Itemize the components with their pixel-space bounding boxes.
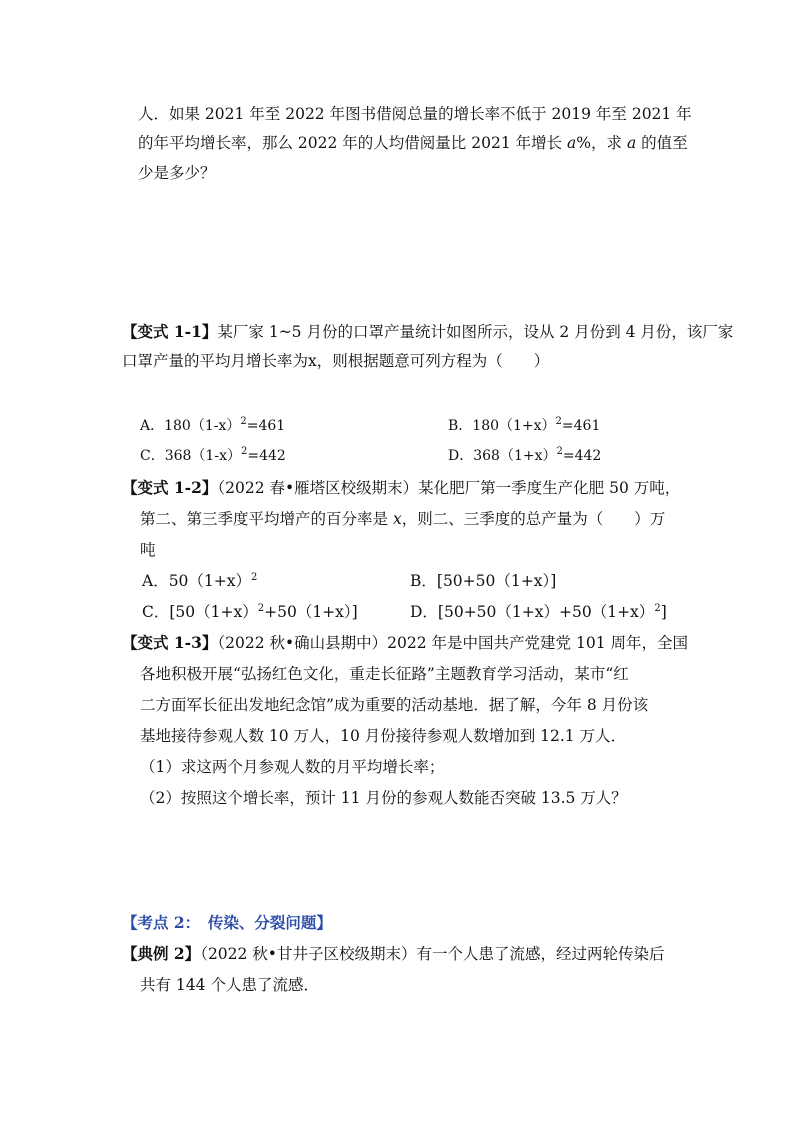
variant-1-3-line-2: 各地积极开展“弘扬红色文化，重走长征路”主题教育学习活动，某市“红 (140, 665, 629, 683)
example-2-tag: 【典例 2】 (122, 944, 201, 963)
variant-1-2-line-2: 第二、第三季度平均增产的百分率是 x，则二、三季度的总产量为（ ）万 (140, 510, 666, 528)
variant-1-2-option-b: B．[50+50（1+x）] (410, 572, 557, 590)
variant-1-3-line-1: 【变式 1-3】（2022 秋•确山县期中）2022 年是中国共产党建党 101 周年，全国 (122, 633, 688, 652)
example-2-line-1: 【典例 2】（2022 秋•甘井子区校级期末）有一个人患了流感，经过两轮传染后 (122, 944, 665, 963)
variant-1-1-line-2: 口罩产量的平均月增长率为x，则根据题意可列方程为（ ） (122, 352, 550, 370)
variant-1-2-option-d: D．$[50+50(1+x)+50(1+x)^2]$ (410, 603, 667, 621)
example-2-line-2: 共有 144 个人患了流感． (140, 976, 319, 994)
variant-1-1-option-d: D．$368(1+x)^2=442$ (448, 446, 602, 464)
variant-1-1-option-c: C．$368(1-x)^2=442$ (140, 446, 286, 464)
intro-line-2: 的年平均增长率，那么 2022 年的人均借阅量比 2021 年增长 a%，求 a 的值至 (138, 134, 688, 152)
variant-1-1-option-a: A．$180(1-x)^2=461$ (140, 416, 286, 434)
intro-line-1: 人．如果 2021 年至 2022 年图书借阅总量的增长率不低于 2019 年至 2021 年 (138, 105, 692, 123)
section-heading-kaodian-2: 【考点 2： 传染、分裂问题】 (122, 913, 332, 932)
variant-1-1-option-b: B．$180(1+x)^2=461$ (448, 416, 601, 434)
intro-line-3: 少是多少？ (138, 164, 216, 182)
variant-1-2-option-a: A．$50(1+x)^2$ (142, 572, 258, 590)
variant-1-1-tag: 【变式 1-1】 (122, 322, 218, 341)
variant-1-3-tag: 【变式 1-3】 (122, 633, 218, 652)
variant-1-2-line-1: 【变式 1-2】（2022 春•雁塔区校级期末）某化肥厂第一季度生产化肥 50 万吨， (122, 478, 681, 497)
variant-1-2-option-c: C．$[50(1+x)^2+50(1+x)]$ (142, 603, 358, 621)
variant-1-3-line-3: 二方面军长征出发地纪念馆”成为重要的活动基地．据了解，今年 8 月份该 (140, 696, 649, 714)
variant-1-2-line-3: 吨 (140, 541, 156, 559)
variant-1-1-line-1: 【变式 1-1】某厂家 1~5 月份的口罩产量统计如图所示，设从 2 月份到 4 月份，该厂家 (122, 322, 734, 341)
variant-1-2-tag: 【变式 1-2】 (122, 478, 218, 497)
variant-1-3-question-1: （1）求这两个月参观人数的月平均增长率； (140, 758, 445, 776)
variant-1-3-line-4: 基地接待参观人数 10 万人，10 月份接待参观人数增加到 12.1 万人． (140, 727, 627, 745)
variant-1-3-question-2: （2）按照这个增长率，预计 11 月份的参观人数能否突破 13.5 万人？ (140, 789, 627, 807)
